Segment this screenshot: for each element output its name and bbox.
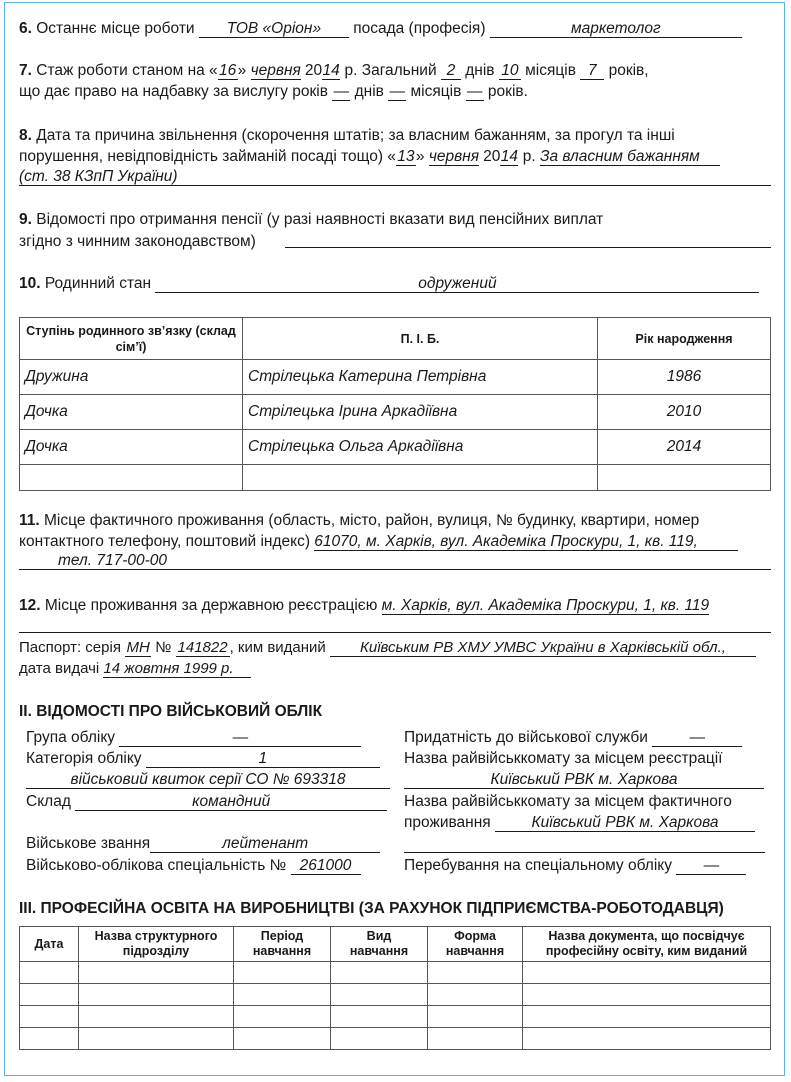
- tenure-year-field[interactable]: 14: [322, 62, 340, 79]
- mil-staff-line: Склад командний: [26, 792, 387, 812]
- edu-header-form: Форма навчання: [428, 927, 523, 962]
- edu-cell[interactable]: [234, 984, 331, 1006]
- actual-address-field[interactable]: 61070, м. Харків, вул. Академіка Проскури, 1, кв. 119,: [314, 533, 738, 551]
- edu-cell[interactable]: [234, 1028, 331, 1050]
- table-row: [20, 1006, 771, 1028]
- family-name-cell[interactable]: [243, 465, 598, 491]
- dismissal-reason-field[interactable]: За власним бажанням: [540, 148, 720, 166]
- family-name-cell[interactable]: Стрілецька Ірина Аркадіївна: [243, 395, 598, 430]
- mil-rank-field[interactable]: лейтенант: [150, 835, 380, 853]
- table-row: [20, 430, 771, 465]
- passport-line2: дата видачі 14 жовтня 1999 р.: [19, 659, 251, 679]
- q7-line1: 7. Стаж роботи станом на «16» червня 2014 р. Загальний 2 днів 10 місяців 7 років,: [19, 62, 649, 79]
- mil-group-field[interactable]: —: [119, 729, 361, 747]
- edu-cell[interactable]: [20, 1028, 79, 1050]
- mil-reg-office-label: Назва райвійськкомату за місцем реєстрації: [404, 750, 723, 767]
- edu-cell[interactable]: [20, 1006, 79, 1028]
- edu-header-type: Вид навчання: [331, 927, 428, 962]
- mil-rank-line: Військове звання лейтенант: [26, 834, 380, 854]
- tenure-month-field[interactable]: червня: [250, 62, 301, 79]
- mil-ticket-field[interactable]: військовий квиток серії СО № 693318: [26, 771, 390, 789]
- registered-address-line2[interactable]: [19, 632, 771, 633]
- family-header-name: П. І. Б.: [243, 318, 598, 360]
- passport-series-field[interactable]: МН: [126, 639, 150, 656]
- edu-cell[interactable]: [234, 962, 331, 984]
- total-months-field[interactable]: 10: [499, 62, 521, 80]
- mil-category-field[interactable]: 1: [146, 750, 380, 768]
- q12-line: 12. Місце проживання за державною реєстрацією м. Харків, вул. Академіка Проскури, 1, кв. 119: [19, 597, 710, 614]
- mil-vos-field[interactable]: 261000: [291, 857, 361, 875]
- table-row: [20, 1028, 771, 1050]
- mil-reg-office-field[interactable]: Київський РВК м. Харкова: [404, 771, 764, 789]
- dismissal-day-field[interactable]: 13: [397, 148, 415, 165]
- q10-line: 10. Родинний стан одружений: [19, 274, 759, 294]
- mil-fit-field[interactable]: —: [652, 729, 742, 747]
- tenure-day-field[interactable]: 16: [219, 62, 237, 79]
- q6-line: 6. Останнє місце роботи ТОВ «Оріон» посада (професія) маркетолог: [19, 19, 742, 39]
- edu-cell[interactable]: [331, 984, 428, 1006]
- q8-line2: порушення, невідповідність займаній посаді тощо) «13» червня 2014 р. За власним бажанням: [19, 147, 720, 167]
- edu-header-department: Назва структурного підрозділу: [79, 927, 234, 962]
- family-header-relation: Ступінь родинного зв’язку (склад сім’ї): [20, 318, 243, 360]
- family-table: [19, 317, 771, 491]
- edu-cell[interactable]: [20, 984, 79, 1006]
- table-row: [20, 962, 771, 984]
- mil-fact-office-field[interactable]: Київський РВК м. Харкова: [495, 814, 755, 832]
- bonus-months-field[interactable]: —: [389, 83, 405, 100]
- edu-cell[interactable]: [428, 962, 523, 984]
- q9-line1: 9. Відомості про отримання пенсії (у разі наявності вказати вид пенсійних виплат: [19, 211, 604, 228]
- family-header-year: Рік народження: [598, 318, 771, 360]
- dismissal-reason-line2[interactable]: (ст. 38 КЗпП України): [19, 168, 771, 186]
- dismissal-year-field[interactable]: 14: [500, 148, 519, 165]
- edu-cell[interactable]: [523, 1028, 771, 1050]
- education-section-title: III. ПРОФЕСІЙНА ОСВІТА НА ВИРОБНИЦТВІ (ЗА РАХУНОК ПІДПРИЄМСТВА-РОБОТОДАВЦЯ): [19, 900, 724, 917]
- edu-cell[interactable]: [428, 1028, 523, 1050]
- edu-cell[interactable]: [428, 1006, 523, 1028]
- passport-line1: Паспорт: серія МН № 141822 , ким виданий Київським РВ ХМУ УМВС України в Харківській обл.,: [19, 638, 756, 658]
- pension-field[interactable]: [285, 247, 771, 248]
- education-table: [19, 926, 771, 1050]
- family-name-cell[interactable]: Стрілецька Ольга Аркадіївна: [243, 430, 598, 465]
- passport-issuer-field[interactable]: Київським РВ ХМУ УМВС України в Харківській обл.,: [330, 639, 756, 657]
- actual-address-line2[interactable]: [19, 552, 771, 570]
- edu-cell[interactable]: [20, 962, 79, 984]
- family-year-cell[interactable]: 2010: [598, 395, 771, 430]
- family-relation-cell[interactable]: Дочка: [20, 430, 243, 465]
- family-year-cell[interactable]: [598, 465, 771, 491]
- passport-date-field[interactable]: 14 жовтня 1999 р.: [103, 660, 251, 678]
- edu-cell[interactable]: [79, 962, 234, 984]
- family-year-cell[interactable]: 1986: [598, 360, 771, 395]
- edu-cell[interactable]: [79, 1006, 234, 1028]
- edu-header-document: Назва документа, що посвідчує професійну освіту, ким виданий: [523, 927, 771, 962]
- edu-cell[interactable]: [523, 962, 771, 984]
- bonus-days-field[interactable]: —: [333, 83, 350, 100]
- mil-fact-office-label: Назва райвійськкомату за місцем фактичного: [404, 793, 732, 810]
- mil-category-line: Категорія обліку 1: [26, 749, 380, 769]
- family-relation-cell[interactable]: [20, 465, 243, 491]
- q11-line1: 11. Місце фактичного проживання (область, місто, район, вулиця, № будинку, квартири, номер: [19, 512, 700, 529]
- mil-reg-office-line: [404, 770, 764, 790]
- q8-line1: 8. Дата та причина звільнення (скорочення штатів; за власним бажанням, за прогул та інші: [19, 127, 675, 144]
- family-relation-cell[interactable]: Дружина: [20, 360, 243, 395]
- mil-ticket-line: [26, 770, 390, 790]
- total-years-field[interactable]: 7: [580, 62, 604, 80]
- edu-cell[interactable]: [428, 984, 523, 1006]
- mil-fact-office-line: проживання Київський РВК м. Харкова: [404, 813, 755, 833]
- registered-address-field[interactable]: м. Харків, вул. Академіка Проскури, 1, кв. 119: [381, 597, 710, 614]
- table-row: [20, 360, 771, 395]
- table-row: [20, 465, 771, 491]
- edu-cell[interactable]: [79, 1028, 234, 1050]
- edu-cell[interactable]: [331, 1006, 428, 1028]
- mil-fit-line: Придатність до військової служби —: [404, 728, 742, 748]
- edu-cell[interactable]: [523, 984, 771, 1006]
- phone-field: тел. 717-00-00: [58, 552, 168, 569]
- edu-cell[interactable]: [79, 984, 234, 1006]
- table-row: [20, 395, 771, 430]
- mil-group-line: Група обліку —: [26, 728, 361, 748]
- table-row: [20, 984, 771, 1006]
- edu-header-date: Дата: [20, 927, 79, 962]
- mil-vos-line: Військово-облікова спеціальність № 261000: [26, 856, 361, 876]
- edu-cell[interactable]: [523, 1006, 771, 1028]
- marital-status-field[interactable]: одружений: [155, 275, 759, 293]
- position-field[interactable]: маркетолог: [490, 20, 742, 38]
- dismissal-month-field[interactable]: червня: [428, 148, 480, 165]
- edu-cell[interactable]: [234, 1006, 331, 1028]
- edu-cell[interactable]: [331, 1028, 428, 1050]
- family-relation-cell[interactable]: Дочка: [20, 395, 243, 430]
- q11-line2: контактного телефону, поштовий індекс) 61070, м. Харків, вул. Академіка Проскури, 1, кв. 119,: [19, 532, 738, 552]
- mil-special-field[interactable]: —: [676, 857, 746, 875]
- mil-special-line: Перебування на спеціальному обліку —: [404, 856, 746, 876]
- q7-line2: що дає право на надбавку за вислугу років — днів — місяців — років.: [19, 83, 528, 100]
- military-section-title: II. ВІДОМОСТІ ПРО ВІЙСЬКОВИЙ ОБЛІК: [19, 703, 323, 720]
- q9-line2: згідно з чинним законодавством): [19, 233, 256, 250]
- workplace-field[interactable]: ТОВ «Оріон»: [199, 20, 349, 38]
- mil-fact-office-line2[interactable]: [404, 852, 765, 853]
- mil-staff-field[interactable]: командний: [75, 793, 387, 811]
- family-year-cell[interactable]: 2014: [598, 430, 771, 465]
- total-days-field[interactable]: 2: [441, 62, 461, 80]
- edu-cell[interactable]: [331, 962, 428, 984]
- bonus-years-field[interactable]: —: [466, 83, 483, 100]
- edu-header-period: Період навчання: [234, 927, 331, 962]
- passport-number-field[interactable]: 141822: [177, 639, 228, 656]
- family-name-cell[interactable]: Стрілецька Катерина Петрівна: [243, 360, 598, 395]
